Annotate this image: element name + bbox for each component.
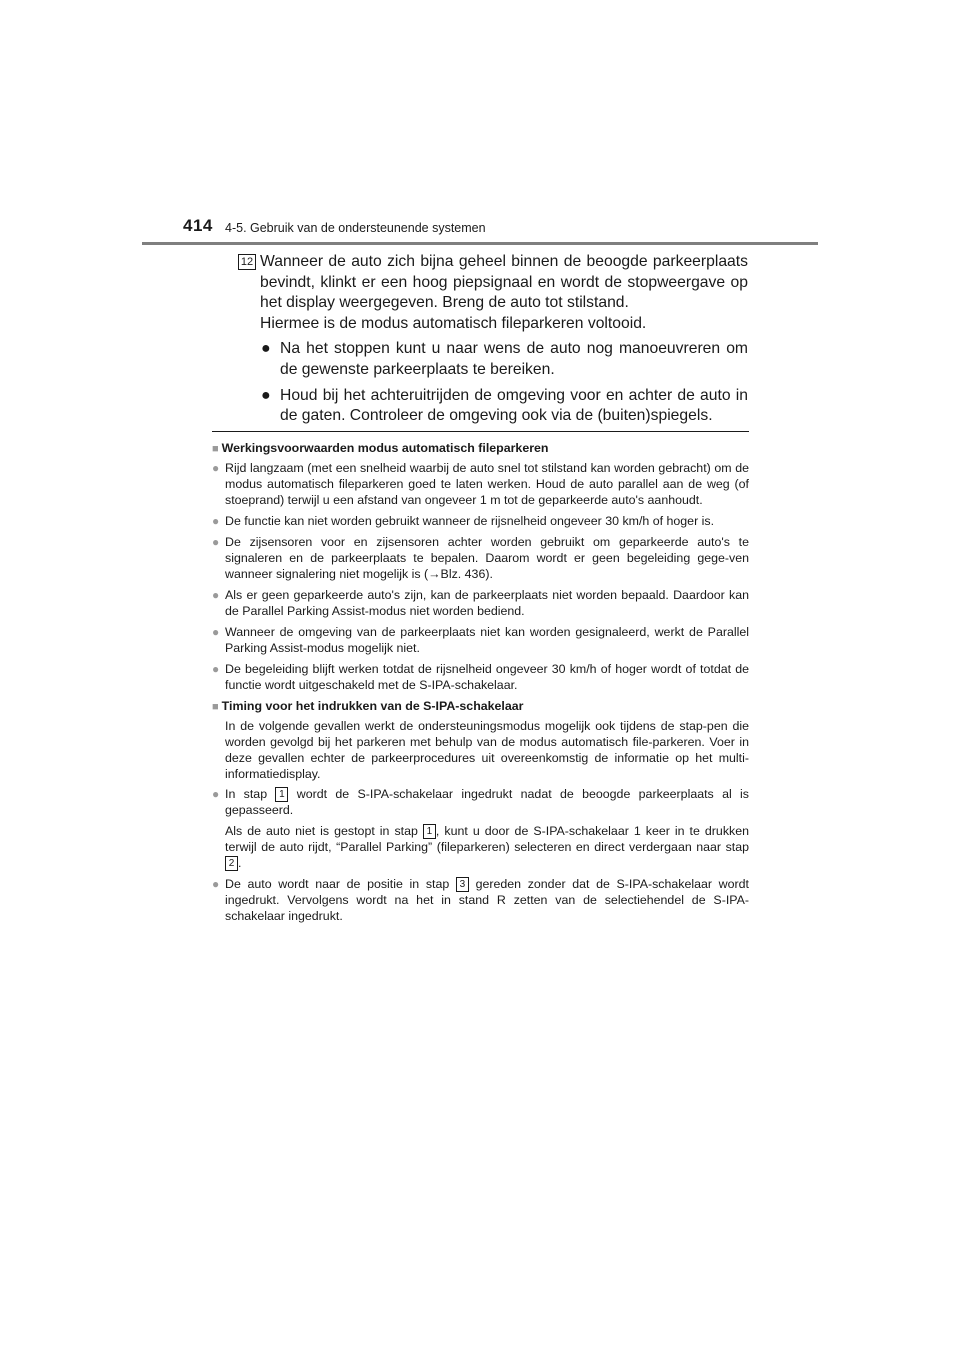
note-text: De functie kan niet worden gebruikt wanneer de rijsnelheid ongeveer 30 km/h of hoger is. bbox=[225, 514, 715, 528]
note-text: . bbox=[238, 856, 242, 870]
note-text: In stap bbox=[225, 787, 268, 801]
note-item bbox=[212, 534, 749, 582]
page-number: 414 bbox=[183, 216, 213, 235]
note-item bbox=[212, 876, 749, 924]
note-text: Als er geen geparkeerde auto's zijn, kan de parkeerplaats niet worden bepaald. Daardoor kan de Parallel Parking Assist-modus niet worden bediend. bbox=[225, 588, 749, 618]
step-12-bullet bbox=[260, 386, 748, 427]
step-ref-2: 2 bbox=[225, 856, 238, 871]
note-item bbox=[212, 587, 749, 619]
step-ref-3: 3 bbox=[456, 877, 469, 892]
section-heading bbox=[212, 698, 749, 715]
note-item bbox=[212, 460, 749, 508]
step-12-bullet bbox=[260, 339, 748, 380]
bullet-icon: ● bbox=[212, 625, 220, 639]
bullet-icon: ● bbox=[261, 340, 271, 358]
step-ref-1: 1 bbox=[275, 787, 288, 802]
header-divider bbox=[142, 242, 818, 245]
section-heading bbox=[212, 440, 749, 457]
section-square-icon: ■ bbox=[212, 701, 219, 713]
bullet-icon: ● bbox=[212, 662, 220, 676]
note-text: Rijd langzaam (met een snelheid waarbij de auto snel tot stilstand kan worden gebracht) om de modus automatisch fileparkeren goed te laten werken. Houd de auto parallel aan de weg (of stoeprand) terwijl u een afstand van ongeveer 1 m tot de geparkeerde auto's aanhoudt. bbox=[225, 461, 749, 507]
notes-section bbox=[212, 440, 749, 929]
step-ref-1: 1 bbox=[423, 824, 436, 839]
step-12-body bbox=[260, 252, 748, 427]
step-number-12: 12 bbox=[238, 254, 256, 270]
bullet-icon: ● bbox=[212, 877, 220, 891]
note-item bbox=[212, 624, 749, 656]
note-item bbox=[212, 786, 749, 818]
section-square-icon: ■ bbox=[212, 443, 219, 455]
note-text: De begeleiding blijft werken totdat de rijsnelheid ongeveer 30 km/h of hoger wordt of totdat de functie wordt uitgeschakeld met de S-IPA-schakelaar. bbox=[225, 662, 749, 692]
bullet-text: Na het stoppen kunt u naar wens de auto nog manoeuvreren om de gewenste parkeerplaats te bereiken. bbox=[280, 340, 748, 378]
bullet-icon: ● bbox=[261, 386, 271, 404]
note-text: , kunt u door de S-IPA-schakelaar 1 keer in te drukken terwijl de auto rijdt, “Parallel Parking” (fileparkeren) selecteren en direct verdergaan naar stap bbox=[225, 824, 749, 854]
bullet-icon: ● bbox=[212, 461, 220, 475]
bullet-icon: ● bbox=[212, 787, 220, 801]
note-text: De auto wordt naar de positie in stap bbox=[225, 877, 450, 891]
note-text: De zijsensoren voor en zijsensoren achter worden gebruikt om geparkeerde auto's te signaleren en de parkeerplaats te bepalen. Daarom wordt er geen begeleiding gege-ven wanneer signalering niet mogelijk is (→Blz. 436). bbox=[225, 535, 749, 581]
bullet-icon: ● bbox=[212, 535, 220, 549]
note-text: wordt de S-IPA-schakelaar ingedrukt nadat de beoogde parkeerplaats al is gepasseerd. bbox=[225, 787, 749, 817]
note-item bbox=[212, 661, 749, 693]
step-12-text: Wanneer de auto zich bijna geheel binnen de beoogde parkeerplaats bevindt, klinkt er een hoog piepsignaal en wordt de stopweergave op het display weergegeven. Breng de auto tot stilstand. bbox=[260, 253, 748, 312]
section-title: Timing voor het indrukken van de S-IPA-schakelaar bbox=[221, 699, 524, 713]
section-intro: In de volgende gevallen werkt de ondersteuningsmodus mogelijk ook tijdens de stap-pen die worden gevolgd bij het parkeren met behulp van de modus automatisch file-parkeren. Voer in deze gevallen echter de parkeerprocedures uit overeenkomstig de informatie op het multi-informatiedisplay. bbox=[225, 719, 749, 781]
bullet-icon: ● bbox=[212, 514, 220, 528]
bullet-icon: ● bbox=[212, 588, 220, 602]
note-item bbox=[212, 513, 749, 529]
bullet-text: Houd bij het achteruitrijden de omgeving voor en achter de auto in de gaten. Controleer de omgeving ook via de (buiten)spiegels. bbox=[280, 386, 748, 425]
notes-divider bbox=[212, 431, 749, 432]
step-12-completion-text: Hiermee is de modus automatisch fileparkeren voltooid. bbox=[260, 314, 647, 332]
note-text: gereden zonder dat de S-IPA-schakelaar wordt ingedrukt. Vervolgens wordt na het in stand R zetten van de selectiehendel de S-IPA-schakelaar ingedrukt. bbox=[225, 877, 749, 923]
note-text: Wanneer de omgeving van de parkeerplaats niet kan worden gesignaleerd, werkt de Parallel Parking Assist-modus mogelijk niet. bbox=[225, 625, 749, 655]
section-title: Werkingsvoorwaarden modus automatisch fileparkeren bbox=[221, 441, 549, 455]
note-text: Als de auto niet is gestopt in stap bbox=[225, 824, 418, 838]
running-header: 4-5. Gebruik van de ondersteunende systemen bbox=[225, 221, 486, 235]
note-subparagraph bbox=[212, 823, 749, 871]
